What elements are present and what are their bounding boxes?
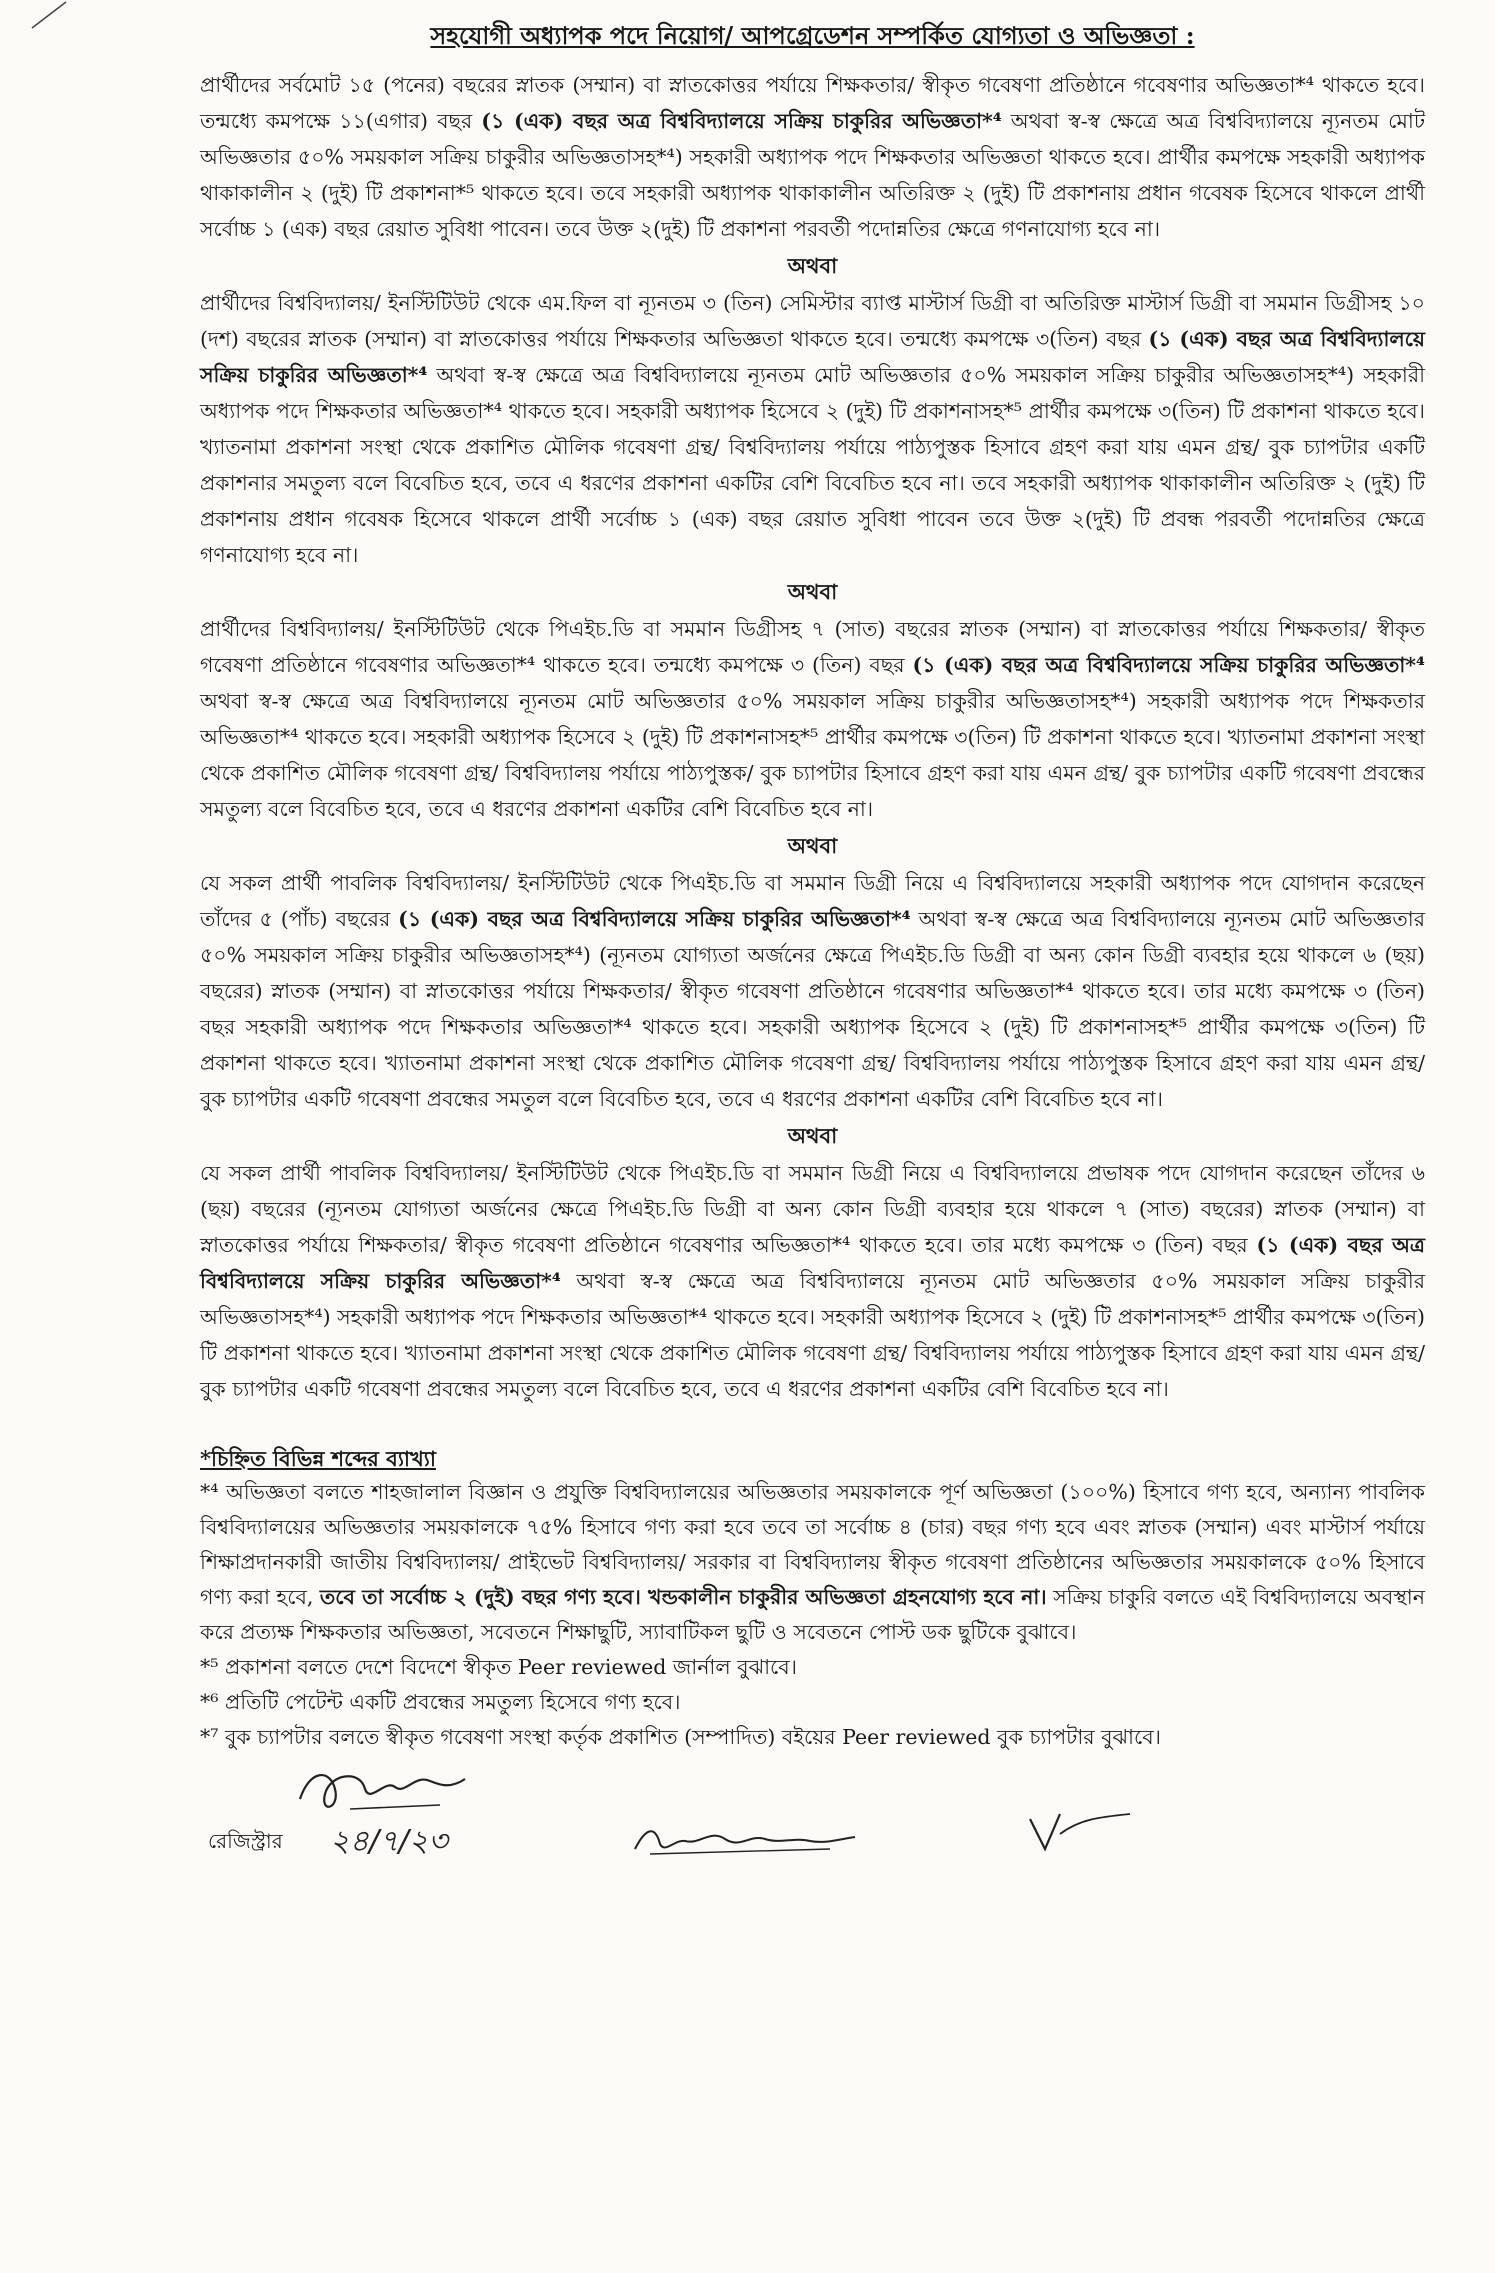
paragraph-3-text-a: প্রার্থীদের বিশ্ববিদ্যালয়/ ইনস্টিটিউট থেকে পিএইচ.ডি বা সমমান ডিগ্রীসহ ৭ (সাত) বছরের স্নাতক (সম্মান) বা স্নাতকোত্তর পর্যায়ে শিক্ষকতার/ স্বীকৃত গবেষণা প্রতিষ্ঠানে গবেষণার অভিজ্ঞতা*⁴ থাকতে হবে। তন্মধ্যে কমপক্ষে ৩ (তিন) বছর: [200, 617, 1425, 678]
paragraph-2-text-a: প্রার্থীদের বিশ্ববিদ্যালয়/ ইনস্টিটিউট থেকে এম.ফিল বা ন্যূনতম ৩ (তিন) সেমিস্টার ব্যাপ্ত মাস্টার্স ডিগ্রী বা অতিরিক্ত মাস্টার্স ডিগ্রী বা সমমান ডিগ্রীসহ ১০ (দশ) বছরের স্নাতক (সম্মান) বা স্নাতকোত্তর পর্যায়ে শিক্ষকতার অভিজ্ঞতা থাকতে হবে। তন্মধ্যে কমপক্ষে ৩(তিন) বছর: [200, 291, 1425, 352]
paragraph-5-text-a: যে সকল প্রার্থী পাবলিক বিশ্ববিদ্যালয়/ ইনস্টিটিউট থেকে পিএইচ.ডি বা সমমান ডিগ্রী নিয়ে এ বিশ্ববিদ্যালয়ে প্রভাষক পদে যোগদান করেছেন তাঁদের ৬ (ছয়) বছরের (ন্যূনতম যোগ্যতা অর্জনের ক্ষেত্রে পিএইচ.ডি ডিগ্রী বা অন্য কোন ডিগ্রী ব্যবহার হয়ে থাকলে ৭ (সাত) বছরের) স্নাতক (সম্মান) বা স্নাতকোত্তর পর্যায়ে শিক্ষকতার/ স্বীকৃত গবেষণা প্রতিষ্ঠানে গবেষণার অভিজ্ঞতা*⁴ থাকতে হবে। তার মধ্যে কমপক্ষে ৩ (তিন) বছর: [200, 1161, 1425, 1258]
separator-or-1: অথবা: [787, 253, 838, 279]
paragraph-4-text-a: যে সকল প্রার্থী পাবলিক বিশ্ববিদ্যালয়/ ইনস্টিটিউট থেকে পিএইচ.ডি বা সমমান ডিগ্রী নিয়ে এ বিশ্ববিদ্যালয়ে সহকারী অধ্যাপক পদে যোগদান করেছেন তাঁদের ৫ (পাঁচ) বছরের: [200, 871, 1425, 932]
corner-pen-mark: [30, 0, 70, 30]
paragraph-2-bold: (১ (এক) বছর অত্র বিশ্ববিদ্যালয়ে সক্রিয় চাকুরির অভিজ্ঞতা*⁴: [200, 327, 1425, 388]
note-5: *⁵ প্রকাশনা বলতে দেশে বিদেশে স্বীকৃত Peer reviewed জার্নাল বুঝাবে।: [200, 1655, 798, 1680]
signature-area: [200, 1759, 1425, 1899]
paragraph-4-text-c: অথবা স্ব-স্ব ক্ষেত্রে অত্র বিশ্ববিদ্যালয়ে ন্যূনতম মোট অভিজ্ঞতার ৫০% সময়কাল সক্রিয় চাকুরীর অভিজ্ঞতাসহ*⁴) (ন্যূনতম যোগ্যতা অর্জনের ক্ষেত্রে পিএইচ.ডি ডিগ্রী বা অন্য কোন ডিগ্রী ব্যবহার হয়ে থাকলে ৬ (ছয়) বছরের) স্নাতক (সম্মান) বা স্নাতকোত্তর পর্যায়ে শিক্ষকতার/ স্বীকৃত গবেষণা প্রতিষ্ঠানে গবেষণার অভিজ্ঞতা*⁴ থাকতে হবে। তার মধ্যে কমপক্ষে ৩ (তিন) বছর সহকারী অধ্যাপক পদে শিক্ষকতার অভিজ্ঞতা*⁴ থাকতে হবে। সহকারী অধ্যাপক হিসেবে ২ (দুই) টি প্রকাশনাসহ*⁵ প্রার্থীর কমপক্ষে ৩(তিন) টি প্রকাশনা থাকতে হবে। খ্যাতনামা প্রকাশনা সংস্থা থেকে প্রকাশিত মৌলিক গবেষণা গ্রন্থ/ বিশ্ববিদ্যালয় পর্যায়ে পাঠ্যপুস্তক হিসাবে গ্রহণ করা যায় এমন গ্রন্থ/ বুক চ্যাপটার একটি গবেষণা প্রবন্ধের সমতুল বলে বিবেচিত হবে, তবে এ ধরণের প্রকাশনা একটির বেশি বিবেচিত হবে না।: [200, 907, 1425, 1112]
criteria-paragraph-3: [200, 611, 1425, 827]
paragraph-1-text-a: প্রার্থীদের সর্বমোট ১৫ (পনের) বছরের স্নাতক (সম্মান) বা স্নাতকোত্তর পর্যায়ে শিক্ষকতার/ স্বীকৃত গবেষণা প্রতিষ্ঠানে গবেষণার অভিজ্ঞতা*⁴ থাকতে হবে। তন্মধ্যে কমপক্ষে ১১(এগার) বছর: [200, 73, 1425, 134]
paragraph-2-text-c: অথবা স্ব-স্ব ক্ষেত্রে অত্র বিশ্ববিদ্যালয়ে ন্যূনতম মোট অভিজ্ঞতার ৫০% সময়কাল সক্রিয় চাকুরীর অভিজ্ঞতাসহ*⁴) সহকারী অধ্যাপক পদে শিক্ষকতার অভিজ্ঞতা*⁴ থাকতে হবে। সহকারী অধ্যাপক হিসেবে ২ (দুই) টি প্রকাশনাসহ*⁵ প্রার্থীর কমপক্ষে ৩(তিন) টি প্রকাশনা থাকতে হবে। খ্যাতনামা প্রকাশনা সংস্থা থেকে প্রকাশিত মৌলিক গবেষণা গ্রন্থ/ বিশ্ববিদ্যালয় পর্যায়ে পাঠ্যপুস্তক হিসাবে গ্রহণ করা যায় এমন গ্রন্থ/ বুক চ্যাপটার একটি প্রকাশনার সমতুল্য বলে বিবেচিত হবে, তবে এ ধরণের প্রকাশনা একটির বেশি বিবেচিত হবে না। তবে সহকারী অধ্যাপক থাকাকালীন অতিরিক্ত ২ (দুই) টি প্রকাশনায় প্রধান গবেষক হিসেবে থাকলে প্রার্থী সর্বোচ্চ ১ (এক) বছর রেয়াত সুবিধা পাবেন তবে উক্ত ২(দুই) টি প্রবন্ধ পরবর্তী পদোন্নতির ক্ষেত্রে গণনাযোগ্য হবে না।: [200, 363, 1425, 568]
criteria-paragraph-1: [200, 67, 1425, 247]
note-4-text-a: *⁴ অভিজ্ঞতা বলতে শাহজালাল বিজ্ঞান ও প্রযুক্তি বিশ্ববিদ্যালয়ের অভিজ্ঞতার সময়কালকে পূর্ণ অভিজ্ঞতা (১০০%) হিসাবে গণ্য হবে, অন্যান্য পাবলিক বিশ্ববিদ্যালয়ের অভিজ্ঞতার সময়কালকে ৭৫% হিসাবে গণ্য করা হবে তবে তা সর্বোচ্চ ৪ (চার) বছর গণ্য হবে এবং স্নাতক (সম্মান) এবং মাস্টার্স পর্যায়ে শিক্ষাপ্রদানকারী জাতীয় বিশ্ববিদ্যালয়/ প্রাইভেট বিশ্ববিদ্যালয়/ সরকার বা বিশ্ববিদ্যালয় স্বীকৃত গবেষণা প্রতিষ্ঠানের অভিজ্ঞতার সময়কালকে ৫০% হিসাবে গণ্য করা হবে,: [200, 1480, 1425, 1610]
separator-or-4: অথবা: [787, 1123, 838, 1149]
criteria-paragraph-2: [200, 285, 1425, 573]
paragraph-5-bold: (১ (এক) বছর অত্র বিশ্ববিদ্যালয়ে সক্রিয় চাকুরির অভিজ্ঞতা*⁴: [200, 1233, 1425, 1294]
note-6: *⁶ প্রতিটি পেটেন্ট একটি প্রবন্ধের সমতুল্য হিসেবে গণ্য হবে।: [200, 1690, 681, 1715]
note-4: [200, 1475, 1425, 1650]
separator-or-3: অথবা: [787, 833, 838, 859]
paragraph-1-text-c: অথবা স্ব-স্ব ক্ষেত্রে অত্র বিশ্ববিদ্যালয়ে ন্যূনতম মোট অভিজ্ঞতার ৫০% সময়কাল সক্রিয় চাকুরীর অভিজ্ঞতাসহ*⁴) সহকারী অধ্যাপক পদে শিক্ষকতার অভিজ্ঞতা থাকতে হবে। প্রার্থীর কমপক্ষে সহকারী অধ্যাপক থাকাকালীন ২ (দুই) টি প্রকাশনা*⁵ থাকতে হবে। তবে সহকারী অধ্যাপক থাকাকালীন অতিরিক্ত ২ (দুই) টি প্রকাশনায় প্রধান গবেষক হিসেবে থাকলে প্রার্থী সর্বোচ্চ ১ (এক) বছর রেয়াত সুবিধা পাবেন। তবে উক্ত ২(দুই) টি প্রকাশনা পরবর্তী পদোন্নতির ক্ষেত্রে গণনাযোগ্য হবে না।: [200, 109, 1425, 242]
paragraph-4-bold: (১ (এক) বছর অত্র বিশ্ববিদ্যালয়ে সক্রিয় চাকুরির অভিজ্ঞতা*⁴: [398, 907, 911, 932]
second-signature: [630, 1809, 870, 1869]
separator-or-2: অথবা: [787, 579, 838, 605]
paragraph-1-bold: (১ (এক) বছর অত্র বিশ্ববিদ্যালয়ে সক্রিয় চাকুরির অভিজ্ঞতা*⁴: [481, 109, 1002, 134]
note-4-bold: তবে তা সর্বোচ্চ ২ (দুই) বছর গণ্য হবে। খন্ডকালীন চাকুরীর অভিজ্ঞতা গ্রহনযোগ্য হবে না।: [319, 1585, 1047, 1610]
signature-date: ২৪/৭/২৩: [330, 1824, 448, 1860]
criteria-paragraph-5: [200, 1155, 1425, 1407]
criteria-paragraph-4: [200, 865, 1425, 1117]
document-title: সহযোগী অধ্যাপক পদে নিয়োগ/ আপগ্রেডেশন সম্পর্কিত যোগ্যতা ও অভিজ্ঞতা :: [430, 21, 1195, 50]
paragraph-3-bold: (১ (এক) বছর অত্র বিশ্ববিদ্যালয়ে সক্রিয় চাকুরির অভিজ্ঞতা*⁴: [912, 653, 1425, 678]
notes-heading: *চিহ্নিত বিভিন্ন শব্দের ব্যাখ্যা: [200, 1446, 436, 1472]
third-signature: [1020, 1799, 1140, 1859]
paragraph-5-text-c: অথবা স্ব-স্ব ক্ষেত্রে অত্র বিশ্ববিদ্যালয়ে ন্যূনতম মোট অভিজ্ঞতার ৫০% সময়কাল সক্রিয় চাকুরীর অভিজ্ঞতাসহ*⁴) সহকারী অধ্যাপক পদে শিক্ষকতার অভিজ্ঞতা*⁴ থাকতে হবে। সহকারী অধ্যাপক হিসেবে ২ (দুই) টি প্রকাশনাসহ*⁵ প্রার্থীর কমপক্ষে ৩(তিন) টি প্রকাশনা থাকতে হবে। খ্যাতনামা প্রকাশনা সংস্থা থেকে প্রকাশিত মৌলিক গবেষণা গ্রন্থ/ বিশ্ববিদ্যালয় পর্যায়ে পাঠ্যপুস্তক হিসাবে গ্রহণ করা যায় এমন গ্রন্থ/ বুক চ্যাপটার একটি গবেষণা প্রবন্ধের সমতুল্য বলে বিবেচিত হবে, তবে এ ধরণের প্রকাশনা একটির বেশি বিবেচিত হবে না।: [200, 1269, 1425, 1402]
note-4-text-c: সক্রিয় চাকুরি বলতে এই বিশ্ববিদ্যালয়ে অবস্থান করে প্রত্যক্ষ শিক্ষকতার অভিজ্ঞতা, সবেতনে শিক্ষাছুটি, স্যাবাটিকল ছুটি ও সবেতনে পোস্ট ডক ছুটিকে বুঝাবে।: [200, 1585, 1425, 1645]
registrar-label: রেজিস্ট্রার: [208, 1829, 283, 1854]
note-7: *⁷ বুক চ্যাপটার বলতে স্বীকৃত গবেষণা সংস্থা কর্তৃক প্রকাশিত (সম্পাদিত) বইয়ের Peer reviewed বুক চ্যাপটার বুঝাবে।: [200, 1725, 1161, 1750]
paragraph-3-text-c: অথবা স্ব-স্ব ক্ষেত্রে অত্র বিশ্ববিদ্যালয়ে ন্যূনতম মোট অভিজ্ঞতার ৫০% সময়কাল সক্রিয় চাকুরীর অভিজ্ঞতাসহ*⁴) সহকারী অধ্যাপক পদে শিক্ষকতার অভিজ্ঞতা*⁴ থাকতে হবে। সহকারী অধ্যাপক হিসেবে ২ (দুই) টি প্রকাশনাসহ*⁵ প্রার্থীর কমপক্ষে ৩(তিন) টি প্রকাশনা থাকতে হবে। খ্যাতনামা প্রকাশনা সংস্থা থেকে প্রকাশিত মৌলিক গবেষণা গ্রন্থ/ বিশ্ববিদ্যালয় পর্যায়ে পাঠ্যপুস্তক/ বুক চ্যাপটার হিসাবে গ্রহণ করা যায় এমন গ্রন্থ/ বুক চ্যাপটার একটি গবেষণা প্রবন্ধের সমতুল্য বলে বিবেচিত হবে, তবে এ ধরণের প্রকাশনা একটির বেশি বিবেচিত হবে না।: [200, 689, 1425, 822]
